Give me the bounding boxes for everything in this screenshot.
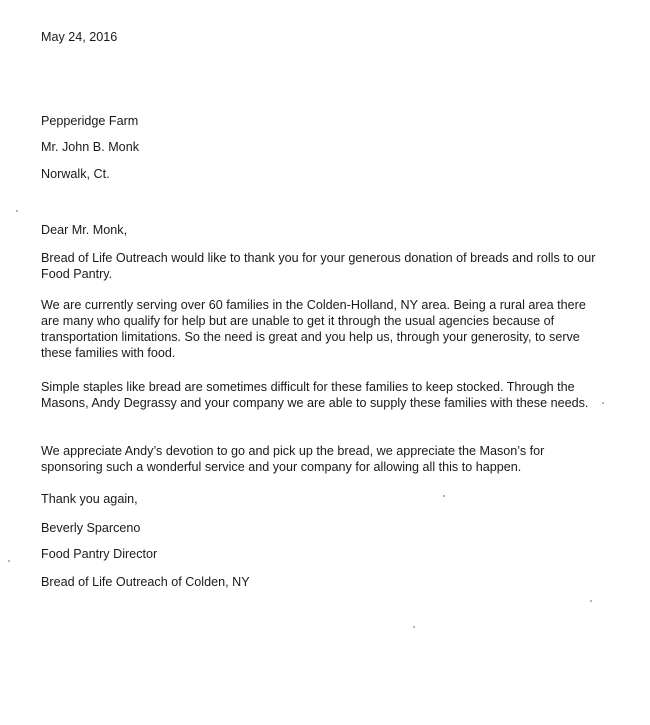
paragraph-thanks: Bread of Life Outreach would like to thank you for your generous donation of breads and rolls to our Food Pantry. — [41, 251, 596, 281]
recipient-location: Norwalk, Ct. — [41, 167, 110, 181]
paragraph-families-served: We are currently serving over 60 families in the Colden-Holland, NY area. Being a rural area there are many who qualify for help but are unable to get it through the usual agencies because of transportation limitations. So the need is great and you help us, through your generosity, to serve these families with food. — [41, 298, 586, 360]
closing: Thank you again, — [41, 492, 138, 506]
recipient-name: Mr. John B. Monk — [41, 140, 139, 154]
scan-speck — [443, 495, 445, 497]
scan-speck — [413, 626, 415, 628]
signature-organization: Bread of Life Outreach of Colden, NY — [41, 575, 250, 589]
scan-speck — [602, 402, 604, 404]
scan-speck — [16, 210, 18, 212]
paragraph-appreciation: We appreciate Andy’s devotion to go and pick up the bread, we appreciate the Mason’s for sponsoring such a wonderful service and your company for allowing all this to happen. — [41, 444, 545, 474]
signature-title: Food Pantry Director — [41, 547, 158, 561]
letter-date: May 24, 2016 — [41, 30, 118, 44]
recipient-company: Pepperidge Farm — [41, 114, 139, 128]
scan-speck — [8, 560, 10, 562]
salutation: Dear Mr. Monk, — [41, 223, 128, 237]
scan-speck — [590, 600, 592, 602]
signature-name: Beverly Sparceno — [41, 521, 141, 535]
paragraph-staples: Simple staples like bread are sometimes difficult for these families to keep stocked. Through the Masons, Andy Degrassy and your company we are able to supply these families with these needs. — [41, 380, 589, 410]
